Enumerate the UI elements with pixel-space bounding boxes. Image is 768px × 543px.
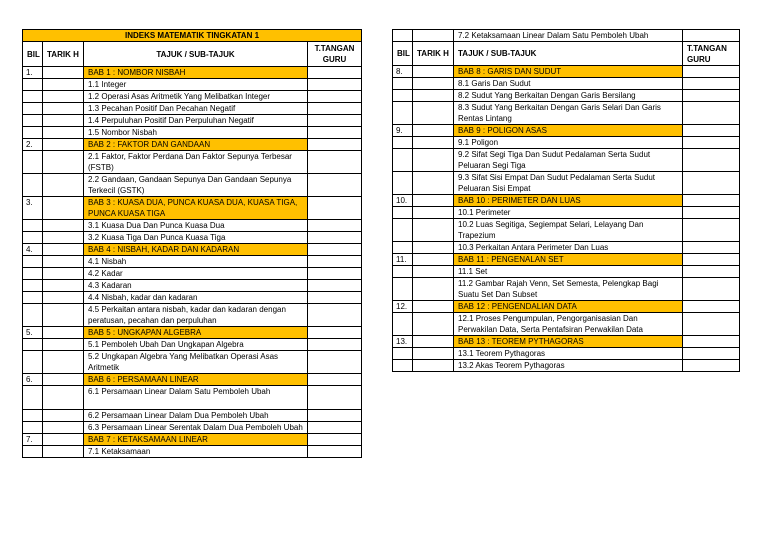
subtopic-title: 9.2 Sifat Segi Tiga Dan Sudut Pedalaman Serta Sudut Peluaran Segi Tiga: [454, 149, 683, 172]
signature-cell: [683, 172, 740, 195]
tarikh-cell: [413, 102, 454, 125]
chapter-row: [393, 66, 740, 78]
signature-cell: [683, 348, 740, 360]
signature-cell: [308, 220, 362, 232]
subtopic-title: 8.1 Garis Dan Sudut: [454, 78, 683, 90]
table-row: [393, 278, 740, 301]
bil-cell: [393, 219, 413, 242]
chapter-title: BAB 12 : PENGENDALIAN DATA: [454, 301, 683, 313]
signature-cell: [308, 91, 362, 103]
bil-cell: 6.: [23, 374, 43, 386]
bil-cell: 2.: [23, 139, 43, 151]
signature-cell: [683, 336, 740, 348]
tarikh-cell: [43, 115, 84, 127]
tarikh-cell: [43, 327, 84, 339]
tarikh-cell: [413, 313, 454, 336]
signature-cell: [308, 139, 362, 151]
signature-cell: [308, 232, 362, 244]
tarikh-cell: [43, 220, 84, 232]
tarikh-cell: [413, 301, 454, 313]
bil-cell: 8.: [393, 66, 413, 78]
col-tajuk: TAJUK / SUB-TAJUK: [84, 42, 308, 67]
table-row: [393, 313, 740, 336]
tarikh-cell: [413, 78, 454, 90]
tarikh-cell: [413, 254, 454, 266]
table-row: [393, 149, 740, 172]
signature-cell: [308, 410, 362, 422]
signature-cell: [308, 115, 362, 127]
bil-cell: [393, 102, 413, 125]
table-row: [393, 137, 740, 149]
bil-cell: [23, 115, 43, 127]
chapter-title: BAB 5 : UNGKAPAN ALGEBRA: [84, 327, 308, 339]
signature-cell: [683, 137, 740, 149]
subtopic-title: 1.4 Perpuluhan Positif Dan Perpuluhan Negatif: [84, 115, 308, 127]
signature-cell: [308, 244, 362, 256]
subtopic-title: 1.1 Integer: [84, 79, 308, 91]
signature-cell: [308, 127, 362, 139]
chapter-row: [23, 139, 362, 151]
chapter-title: BAB 10 : PERIMETER DAN LUAS: [454, 195, 683, 207]
table-row: [23, 410, 362, 422]
bil-cell: [393, 278, 413, 301]
tarikh-cell: [43, 79, 84, 91]
tarikh-cell: [43, 280, 84, 292]
tarikh-cell: [43, 304, 84, 327]
bil-cell: [23, 151, 43, 174]
table-row: [23, 422, 362, 434]
table-row: [23, 79, 362, 91]
signature-cell: [683, 78, 740, 90]
signature-cell: [683, 66, 740, 78]
chapter-title: BAB 13 : TEOREM PYTHAGORAS: [454, 336, 683, 348]
signature-cell: [308, 268, 362, 280]
chapter-row: [393, 125, 740, 137]
tarikh-cell: [413, 66, 454, 78]
bil-cell: [23, 127, 43, 139]
tarikh-cell: [413, 90, 454, 102]
subtopic-title: 4.5 Perkaitan antara nisbah, kadar dan kadaran dengan peratusan, pecahan dan perpuluhan: [84, 304, 308, 327]
subtopic-title: 1.5 Nombor Nisbah: [84, 127, 308, 139]
bil-cell: [23, 256, 43, 268]
signature-cell: [308, 103, 362, 115]
tarikh-cell: [43, 268, 84, 280]
tarikh-cell: [413, 278, 454, 301]
bil-cell: [393, 207, 413, 219]
subtopic-title: 4.3 Kadaran: [84, 280, 308, 292]
bil-cell: 1.: [23, 67, 43, 79]
table-row: [23, 174, 362, 197]
chapter-row: [23, 434, 362, 446]
subtopic-title: 2.1 Faktor, Faktor Perdana Dan Faktor Sepunya Terbesar (FSTB): [84, 151, 308, 174]
bil-cell: [23, 268, 43, 280]
subtopic-title: 5.2 Ungkapan Algebra Yang Melibatkan Operasi Asas Aritmetik: [84, 351, 308, 374]
col-tarikh: TARIK H: [43, 42, 84, 67]
subtopic-title: 13.2 Akas Teorem Pythagoras: [454, 360, 683, 372]
chapter-row: [393, 254, 740, 266]
bil-cell: [23, 79, 43, 91]
row-7-2: 7.2 Ketaksamaan Linear Dalam Satu Pemboleh Ubah: [454, 30, 683, 42]
subtopic-title: 4.1 Nisbah: [84, 256, 308, 268]
chapter-row: [23, 67, 362, 79]
signature-cell: [683, 278, 740, 301]
tarikh-cell: [43, 244, 84, 256]
bil-cell: 10.: [393, 195, 413, 207]
table-row: [393, 207, 740, 219]
table-row: [23, 127, 362, 139]
bil-cell: [393, 137, 413, 149]
subtopic-title: 6.1 Persamaan Linear Dalam Satu Pemboleh Ubah: [84, 386, 308, 410]
bil-cell: [23, 174, 43, 197]
signature-cell: [683, 360, 740, 372]
signature-cell: [308, 292, 362, 304]
tarikh-cell: [413, 219, 454, 242]
bil-cell: [393, 360, 413, 372]
index-table-left: [22, 29, 362, 458]
table-row: [23, 256, 362, 268]
subtopic-title: 11.2 Gambar Rajah Venn, Set Semesta, Pelengkap Bagi Suatu Set Dan Subset: [454, 278, 683, 301]
subtopic-title: 9.1 Poligon: [454, 137, 683, 149]
subtopic-title: 1.2 Operasi Asas Aritmetik Yang Melibatkan Integer: [84, 91, 308, 103]
tarikh-cell: [43, 292, 84, 304]
subtopic-title: 1.3 Pecahan Positif Dan Pecahan Negatif: [84, 103, 308, 115]
tarikh-cell: [43, 91, 84, 103]
col-bil: BIL: [23, 42, 43, 67]
signature-cell: [308, 434, 362, 446]
bil-cell: 13.: [393, 336, 413, 348]
chapter-title: BAB 2 : FAKTOR DAN GANDAAN: [84, 139, 308, 151]
tarikh-cell: [43, 256, 84, 268]
tarikh-cell: [43, 339, 84, 351]
chapter-title: BAB 9 : POLIGON ASAS: [454, 125, 683, 137]
bil-cell: 9.: [393, 125, 413, 137]
bil-cell: [23, 386, 43, 410]
tarikh-cell: [43, 434, 84, 446]
tarikh-cell: [43, 446, 84, 458]
bil-cell: [393, 242, 413, 254]
bil-cell: [23, 422, 43, 434]
bil-cell: [393, 172, 413, 195]
tarikh-cell: [413, 125, 454, 137]
signature-cell: [683, 149, 740, 172]
chapter-title: BAB 4 : NISBAH, KADAR DAN KADARAN: [84, 244, 308, 256]
bil-cell: 11.: [393, 254, 413, 266]
table-row: [23, 220, 362, 232]
chapter-title: BAB 6 : PERSAMAAN LINEAR: [84, 374, 308, 386]
chapter-title: BAB 1 : NOMBOR NISBAH: [84, 67, 308, 79]
bil-cell: [23, 351, 43, 374]
bil-cell: 3.: [23, 197, 43, 220]
table-row: [393, 266, 740, 278]
subtopic-title: 10.3 Perkaitan Antara Perimeter Dan Luas: [454, 242, 683, 254]
tarikh-cell: [413, 266, 454, 278]
signature-cell: [308, 197, 362, 220]
bil-cell: [23, 304, 43, 327]
bil-cell: [23, 103, 43, 115]
bil-cell: [23, 292, 43, 304]
signature-cell: [683, 313, 740, 336]
col-bil: BIL: [393, 42, 413, 66]
signature-cell: [683, 254, 740, 266]
bil-cell: [23, 280, 43, 292]
chapter-row: [23, 374, 362, 386]
bil-cell: 4.: [23, 244, 43, 256]
chapter-row: [393, 195, 740, 207]
signature-cell: [308, 151, 362, 174]
subtopic-title: 8.3 Sudut Yang Berkaitan Dengan Garis Selari Dan Garis Rentas Lintang: [454, 102, 683, 125]
signature-cell: [308, 304, 362, 327]
col-tajuk: TAJUK / SUB-TAJUK: [454, 42, 683, 66]
tarikh-cell: [43, 374, 84, 386]
table-row: [393, 348, 740, 360]
tarikh-cell: [413, 149, 454, 172]
subtopic-title: 3.2 Kuasa Tiga Dan Punca Kuasa Tiga: [84, 232, 308, 244]
table-row: [23, 103, 362, 115]
signature-cell: [683, 301, 740, 313]
bil-cell: 5.: [23, 327, 43, 339]
subtopic-title: 3.1 Kuasa Dua Dan Punca Kuasa Dua: [84, 220, 308, 232]
subtopic-title: 8.2 Sudut Yang Berkaitan Dengan Garis Bersilang: [454, 90, 683, 102]
bil-cell: [393, 313, 413, 336]
signature-cell: [683, 207, 740, 219]
tarikh-cell: [43, 103, 84, 115]
table-row: [393, 78, 740, 90]
subtopic-title: 11.1 Set: [454, 266, 683, 278]
bil-cell: [393, 266, 413, 278]
chapter-title: BAB 8 : GARIS DAN SUDUT: [454, 66, 683, 78]
signature-cell: [308, 174, 362, 197]
signature-cell: [683, 90, 740, 102]
signature-cell: [308, 374, 362, 386]
signature-cell: [308, 327, 362, 339]
signature-cell: [308, 67, 362, 79]
chapter-row: [23, 244, 362, 256]
subtopic-title: 6.3 Persamaan Linear Serentak Dalam Dua Pemboleh Ubah: [84, 422, 308, 434]
bil-cell: [23, 339, 43, 351]
table-row: [23, 339, 362, 351]
table-row: [23, 91, 362, 103]
tarikh-cell: [43, 139, 84, 151]
col-tarikh: TARIK H: [413, 42, 454, 66]
table-row: [393, 90, 740, 102]
table-row: [23, 292, 362, 304]
tarikh-cell: [43, 410, 84, 422]
chapter-row: [23, 197, 362, 220]
signature-cell: [308, 79, 362, 91]
table-row: [23, 304, 362, 327]
subtopic-title: 6.2 Persamaan Linear Dalam Dua Pemboleh Ubah: [84, 410, 308, 422]
bil-cell: [393, 348, 413, 360]
signature-cell: [308, 422, 362, 434]
tarikh-cell: [413, 348, 454, 360]
chapter-row: [393, 301, 740, 313]
subtopic-title: 4.2 Kadar: [84, 268, 308, 280]
signature-cell: [308, 446, 362, 458]
subtopic-title: 10.1 Perimeter: [454, 207, 683, 219]
chapter-title: BAB 11 : PENGENALAN SET: [454, 254, 683, 266]
table-row: [393, 242, 740, 254]
bil-cell: [23, 220, 43, 232]
tarikh-cell: [43, 232, 84, 244]
signature-cell: [683, 125, 740, 137]
tarikh-cell: [43, 127, 84, 139]
bil-cell: [23, 446, 43, 458]
signature-cell: [683, 219, 740, 242]
col-tangan: T.TANGAN GURU: [308, 42, 362, 67]
chapter-row: [393, 336, 740, 348]
table-row: [393, 102, 740, 125]
signature-cell: [683, 195, 740, 207]
chapter-title: BAB 7 : KETAKSAMAAN LINEAR: [84, 434, 308, 446]
subtopic-title: 7.1 Ketaksamaan: [84, 446, 308, 458]
tarikh-cell: [413, 172, 454, 195]
signature-cell: [683, 242, 740, 254]
bil-cell: [23, 91, 43, 103]
tarikh-cell: [413, 207, 454, 219]
table-row: [393, 360, 740, 372]
bil-cell: [23, 232, 43, 244]
bil-cell: [393, 78, 413, 90]
tarikh-cell: [43, 422, 84, 434]
table-row: [23, 351, 362, 374]
bil-cell: 12.: [393, 301, 413, 313]
subtopic-title: 9.3 Sifat Sisi Empat Dan Sudut Pedalaman Serta Sudut Peluaran Sisi Empat: [454, 172, 683, 195]
tarikh-cell: [43, 386, 84, 410]
tarikh-cell: [43, 197, 84, 220]
signature-cell: [308, 339, 362, 351]
index-table-right: [392, 29, 740, 372]
tarikh-cell: [43, 351, 84, 374]
subtopic-title: 4.4 Nisbah, kadar dan kadaran: [84, 292, 308, 304]
signature-cell: [308, 256, 362, 268]
table-row: [23, 386, 362, 410]
signature-cell: [683, 266, 740, 278]
signature-cell: [683, 102, 740, 125]
table-row: [23, 115, 362, 127]
page-title: INDEKS MATEMATIK TINGKATAN 1: [23, 30, 362, 42]
tarikh-cell: [413, 336, 454, 348]
subtopic-title: 5.1 Pemboleh Ubah Dan Ungkapan Algebra: [84, 339, 308, 351]
tarikh-cell: [413, 195, 454, 207]
table-row: [23, 280, 362, 292]
tarikh-cell: [43, 174, 84, 197]
subtopic-title: 12.1 Proses Pengumpulan, Pengorganisasian Dan Perwakilan Data, Serta Pentafsiran Perwakilan Data: [454, 313, 683, 336]
bil-cell: 7.: [23, 434, 43, 446]
table-row: [23, 232, 362, 244]
subtopic-title: 13.1 Teorem Pythagoras: [454, 348, 683, 360]
tarikh-cell: [413, 360, 454, 372]
signature-cell: [308, 351, 362, 374]
table-row: [393, 172, 740, 195]
subtopic-title: 10.2 Luas Segitiga, Segiempat Selari, Lelayang Dan Trapezium: [454, 219, 683, 242]
tarikh-cell: [43, 151, 84, 174]
table-row: [23, 268, 362, 280]
table-row: [393, 219, 740, 242]
chapter-title: BAB 3 : KUASA DUA, PUNCA KUASA DUA, KUASA TIGA, PUNCA KUASA TIGA: [84, 197, 308, 220]
bil-cell: [23, 410, 43, 422]
chapter-row: [23, 327, 362, 339]
table-row: [23, 151, 362, 174]
bil-cell: [393, 90, 413, 102]
col-tangan: T.TANGAN GURU: [683, 42, 740, 66]
bil-cell: [393, 149, 413, 172]
subtopic-title: 2.2 Gandaan, Gandaan Sepunya Dan Gandaan Sepunya Terkecil (GSTK): [84, 174, 308, 197]
signature-cell: [308, 280, 362, 292]
tarikh-cell: [43, 67, 84, 79]
tarikh-cell: [413, 137, 454, 149]
signature-cell: [308, 386, 362, 410]
table-row: [23, 446, 362, 458]
tarikh-cell: [413, 242, 454, 254]
